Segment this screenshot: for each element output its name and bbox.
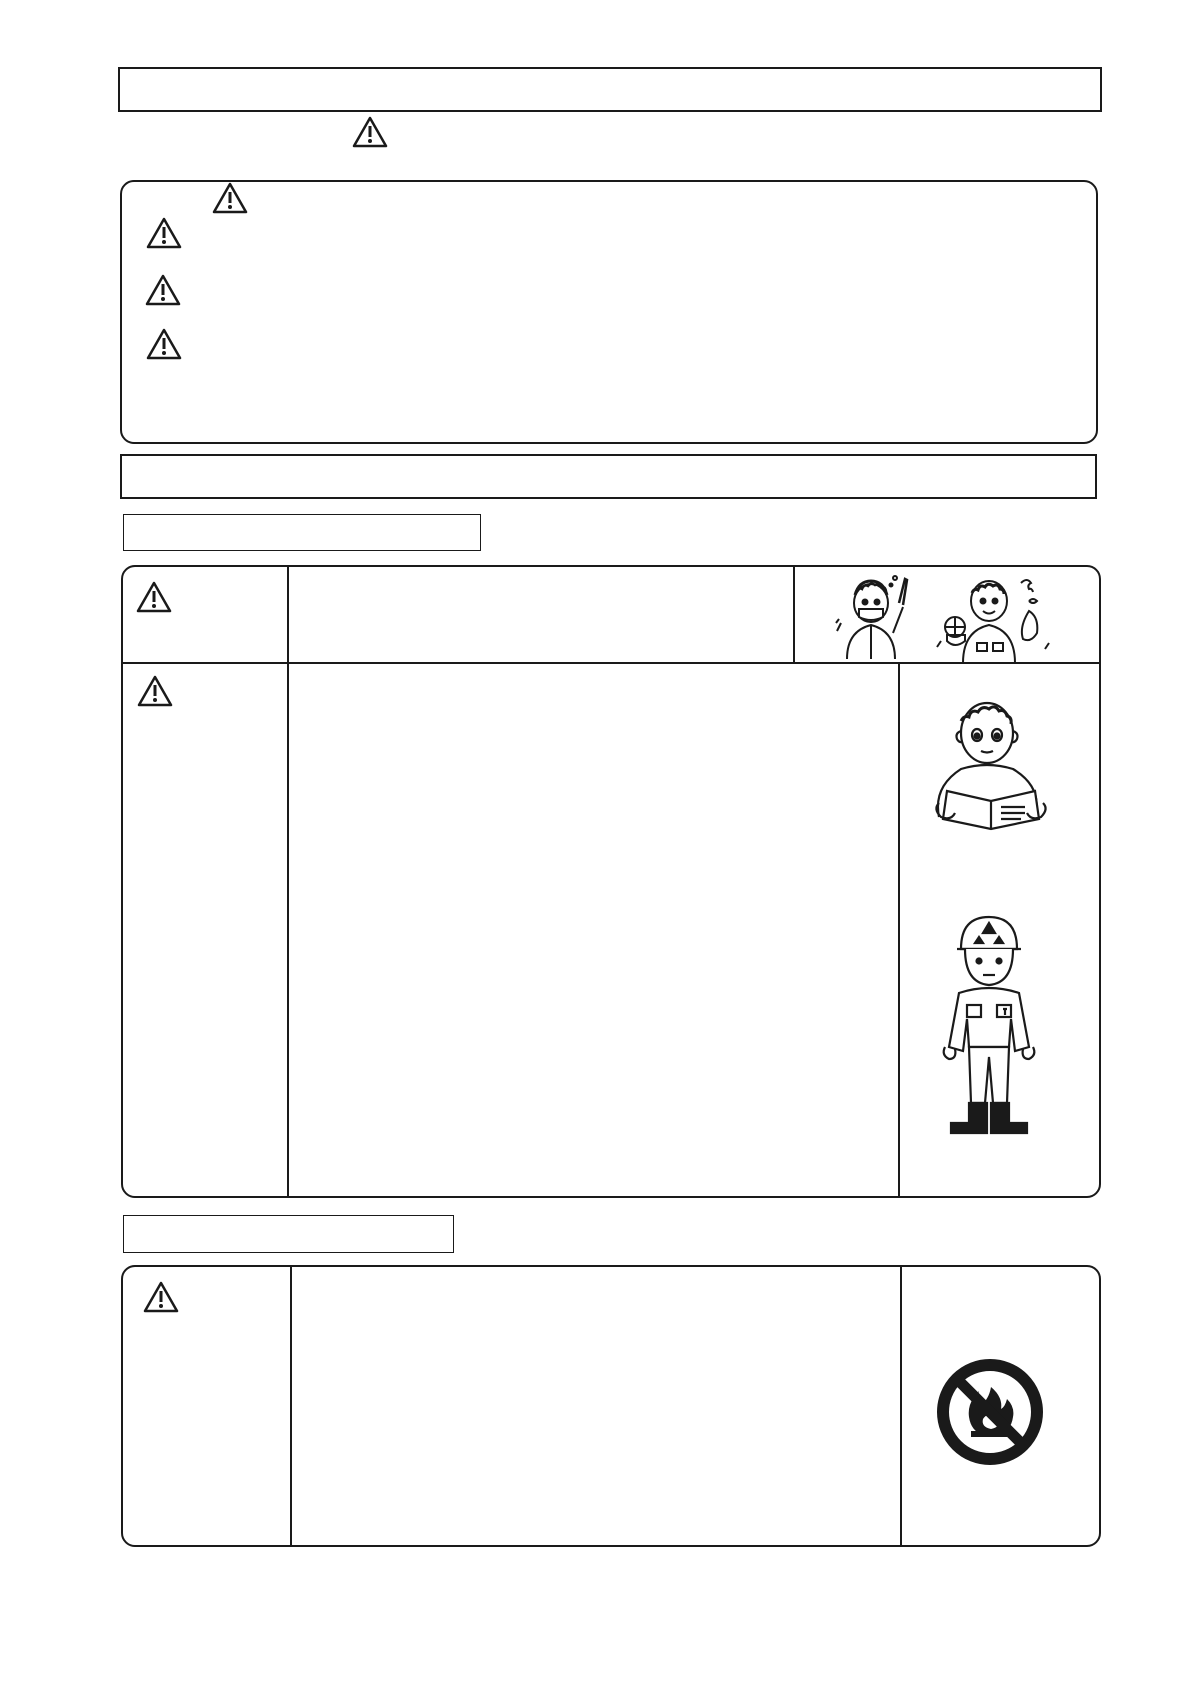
warning-triangle-icon (146, 217, 182, 249)
section-1-table (121, 565, 1101, 1198)
column-divider (898, 663, 900, 1196)
column-divider (290, 1267, 292, 1545)
worker-with-mask-illustration (835, 573, 925, 664)
section-2-table (121, 1265, 1101, 1547)
worker-with-helmet-illustration (929, 909, 1049, 1154)
warning-triangle-icon (137, 675, 173, 707)
column-divider (793, 567, 795, 663)
worker-reading-manual-illustration (919, 691, 1059, 836)
warning-triangle-icon (145, 274, 181, 306)
section-2-label-box (123, 1215, 454, 1253)
page-header-box (118, 67, 1102, 112)
warning-triangle-icon (136, 581, 172, 613)
section-header-box (120, 454, 1097, 499)
column-divider (900, 1267, 902, 1545)
section-1-label-box (123, 514, 481, 551)
warning-triangle-icon (146, 328, 182, 360)
worker-with-tools-illustration (933, 571, 1053, 668)
warning-triangle-icon (143, 1281, 179, 1313)
warning-triangle-icon (352, 116, 388, 148)
warning-triangle-icon (212, 182, 248, 214)
no-open-flame-icon (935, 1357, 1045, 1472)
safety-notes-box (120, 180, 1098, 444)
